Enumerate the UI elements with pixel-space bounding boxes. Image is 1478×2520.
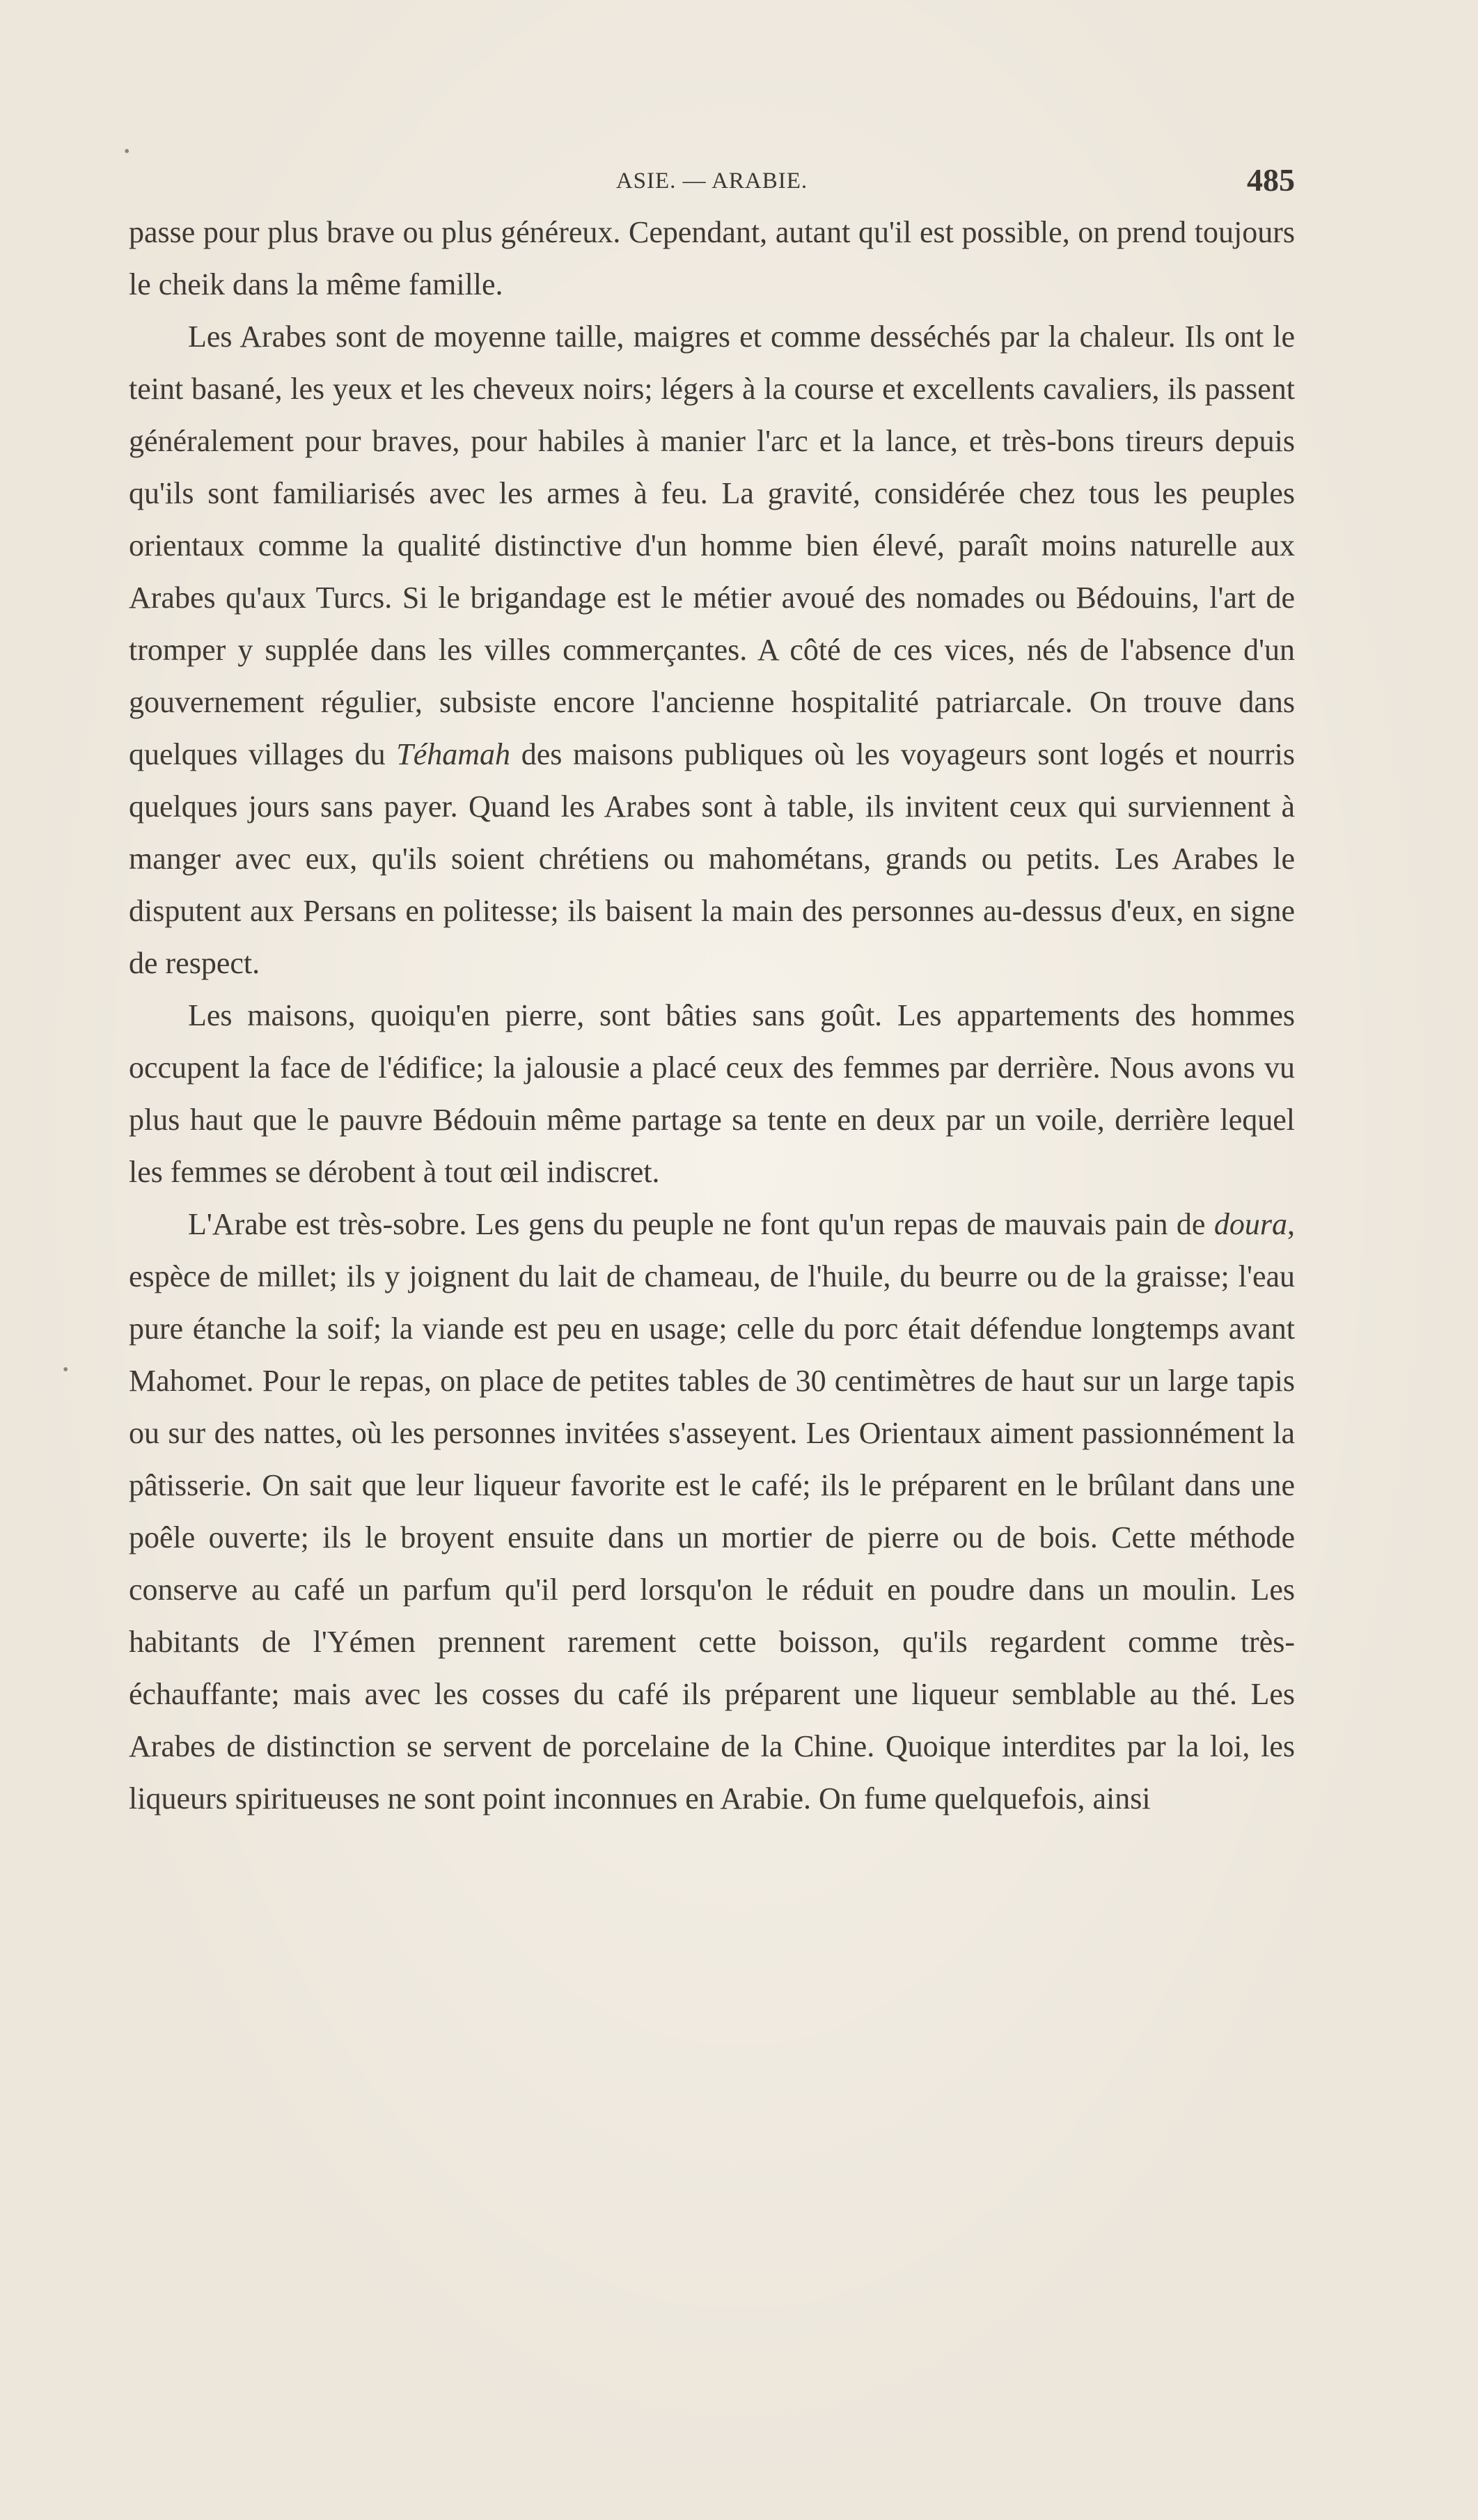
text-run: passe pour plus brave ou plus généreux. Cependant, autant qu'il est possible, on prend toujours le cheik dans la même famille. xyxy=(129,215,1295,301)
italic-term: Téhamah xyxy=(396,737,511,771)
paragraph xyxy=(129,989,1295,1198)
text-run: L'Arabe est très-sobre. Les gens du peuple ne font qu'un repas de mauvais pain de xyxy=(188,1207,1214,1241)
paragraph xyxy=(129,206,1295,310)
paragraph xyxy=(129,310,1295,989)
text-run: , espèce de millet; ils y joignent du lait de chameau, de l'huile, du beurre ou de la graisse; l'eau pure étanche la soif; la viande est peu en usage; celle du porc était défendue longtemps avant Mahomet. Pour le repas, on place de petites tables de 30 centimètres de haut sur un large tapis ou sur des nattes, où les personnes invitées s'asseyent. Les Orientaux aiment passionnément la pâtisserie. On sait que leur liqueur favorite est le café; ils le préparent en le brûlant dans une poêle ouverte; ils le broyent ensuite dans un mortier de pierre ou de bois. Cette méthode conserve au café un parfum qu'il perd lorsqu'on le réduit en poudre dans un moulin. Les habitants de l'Yémen prennent rarement cette boisson, qu'ils regardent comme très-échauffante; mais avec les cosses du café ils préparent une liqueur semblable au thé. Les Arabes de distinction se servent de porcelaine de la Chine. Quoique interdites par la loi, les liqueurs spiritueuses ne sont point inconnues en Arabie. On fume quelquefois, ainsi xyxy=(129,1207,1295,1816)
italic-term: doura xyxy=(1213,1207,1287,1241)
text-run: Les Arabes sont de moyenne taille, maigres et comme desséchés par la chaleur. Ils ont le teint basané, les yeux et les cheveux noirs; légers à la course et excellents cavaliers, ils passent généralement pour braves, pour habiles à manier l'arc et la lance, et très-bons tireurs depuis qu'ils sont familiarisés avec les armes à feu. La gravité, considérée chez tous les peuples orientaux comme la qualité distinctive d'un homme bien élevé, paraît moins naturelle aux Arabes qu'aux Turcs. Si le brigandage est le métier avoué des nomades ou Bédouins, l'art de tromper y supplée dans les villes commerçantes. A côté de ces vices, nés de l'absence d'un gouvernement régulier, subsiste encore l'ancienne hospitalité patriarcale. On trouve dans quelques villages du xyxy=(129,320,1295,771)
text-run: Les maisons, quoiqu'en pierre, sont bâties sans goût. Les appartements des hommes occupent la face de l'édifice; la jalousie a placé ceux des femmes par derrière. Nous avons vu plus haut que le pauvre Bédouin même partage sa tente en deux par un voile, derrière lequel les femmes se dérobent à tout œil indiscret. xyxy=(129,998,1295,1189)
margin-mark: • xyxy=(124,143,130,161)
page-number: 485 xyxy=(1247,162,1295,198)
text-run: des maisons publiques où les voyageurs sont logés et nourris quelques jours sans payer. Quand les Arabes sont à table, ils invitent ceux qui surviennent à manger avec eux, qu'ils soient chrétiens ou mahométans, grands ou petits. Les Arabes le disputent aux Persans en politesse; ils baisent la main des personnes au-dessus d'eux, en signe de respect. xyxy=(129,737,1296,980)
running-head: ASIE. — ARABIE. xyxy=(615,168,808,194)
page-header xyxy=(129,162,1295,210)
margin-mark: • xyxy=(63,1361,69,1379)
body-text xyxy=(129,206,1295,1825)
paragraph xyxy=(129,1198,1295,1825)
